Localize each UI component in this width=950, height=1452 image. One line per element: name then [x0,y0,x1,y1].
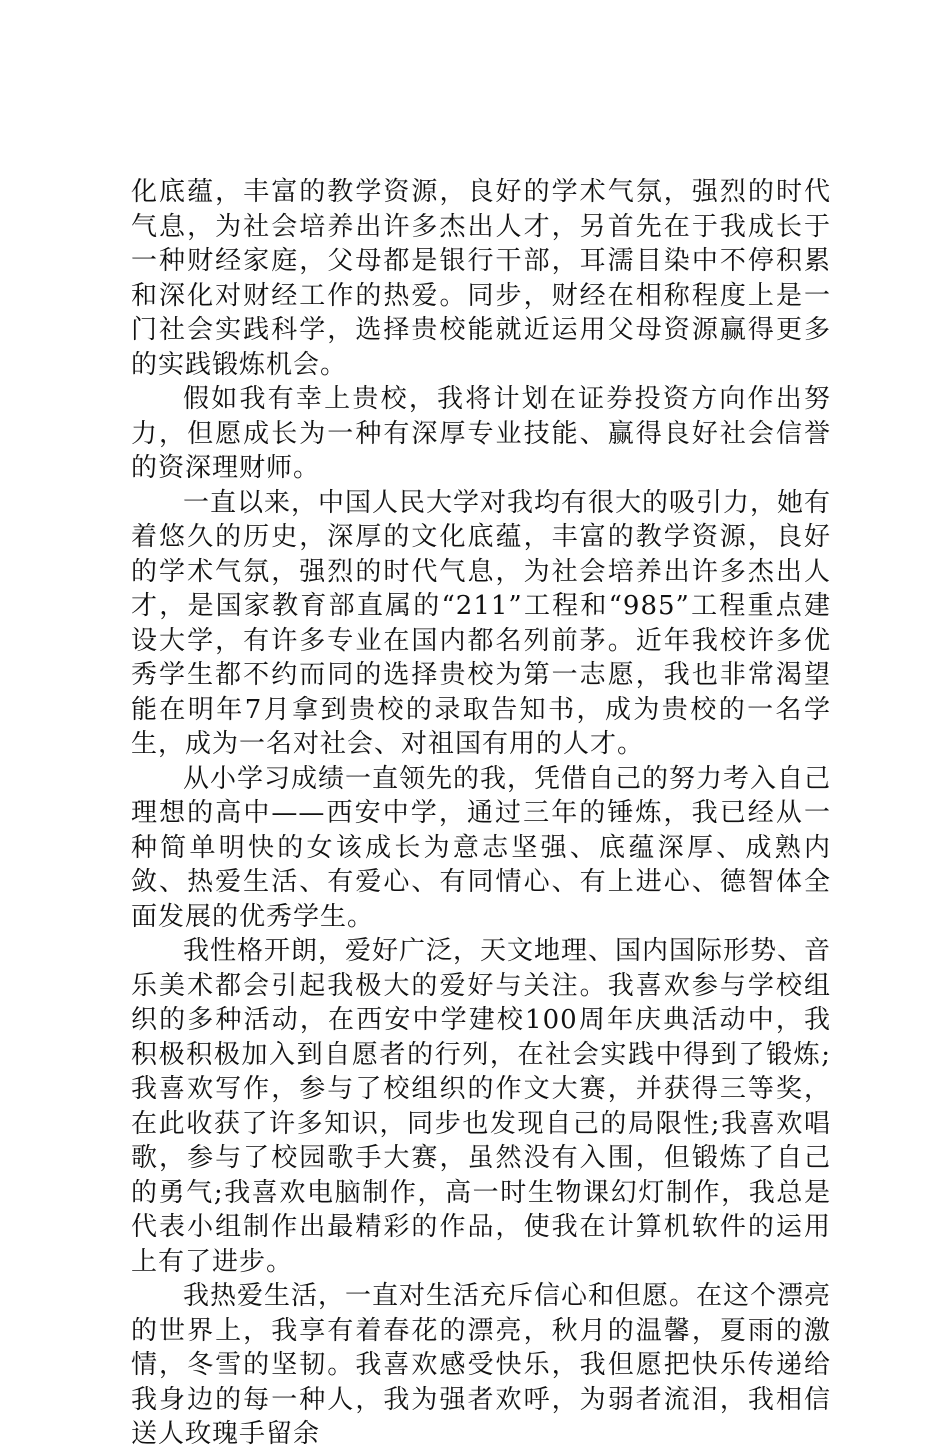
document-body [131,175,831,1452]
paragraph-study-plan: 假如我有幸上贵校，我将计划在证券投资方向作出努力，但愿成长为一种有深厚专业技能、赢得良好社会信誉的资深理财师。 [131,384,831,483]
paragraph-university-appeal: 一直以来，中国人民大学对我均有很大的吸引力，她有着悠久的历史，深厚的文化底蕴，丰富的教学资源，良好的学术气氛，强烈的时代气息，为社会培养出许多杰出人才，是国家教育部直属的“211”工程和“985”工程重点建设大学，有许多专业在国内都名列前茅。近年我校许多优秀学生都不约而同的选择贵校为第一志愿，我也非常渴望能在明年7月拿到贵校的录取告知书，成为贵校的一名学生，成为一名对社会、对祖国有用的人才。 [131,487,832,759]
paragraph-continuation: 化底蕴，丰富的教学资源，良好的学术气氛，强烈的时代气息，为社会培养出许多杰出人才，另首先在于我成长于一种财经家庭，父母都是银行干部，耳濡目染中不停积累和深化对财经工作的热爱。同步，财经在相称程度上是一门社会实践科学，选择贵校能就近运用父母资源赢得更多的实践锻炼机会。 [131,177,831,380]
paragraph-school-background: 从小学习成绩一直领先的我，凭借自己的努力考入自己理想的高中——西安中学，通过三年的锤炼，我已经从一种简单明快的女该成长为意志坚强、底蕴深厚、成熟内敛、热爱生活、有爱心、有同情心、有上进心、德智体全面发展的优秀学生。 [131,763,832,932]
paragraph-love-of-life: 我热爱生活，一直对生活充斥信心和但愿。在这个漂亮的世界上，我享有着春花的漂亮，秋月的温馨，夏雨的激情，冬雪的坚韧。我喜欢感受快乐，我但愿把快乐传递给我身边的每一种人，我为强者欢呼，为弱者流泪，我相信送人玫瑰手留余 [131,1281,832,1449]
paragraph-interests-activities: 我性格开朗，爱好广泛，天文地理、国内国际形势、音乐美术都会引起我极大的爱好与关注。我喜欢参与学校组织的多种活动，在西安中学建校100周年庆典活动中，我积极积极加入到自愿者的行列，在社会实践中得到了锻炼;我喜欢写作，参与了校组织的作文大赛，并获得三等奖，在此收获了许多知识，同步也发现自己的局限性;我喜欢唱歌，参与了校园歌手大赛，虽然没有入围，但锻炼了自己的勇气;我喜欢电脑制作，高一时生物课幻灯制作，我总是代表小组制作出最精彩的作品，使我在计算机软件的运用上有了进步。 [131,936,832,1277]
